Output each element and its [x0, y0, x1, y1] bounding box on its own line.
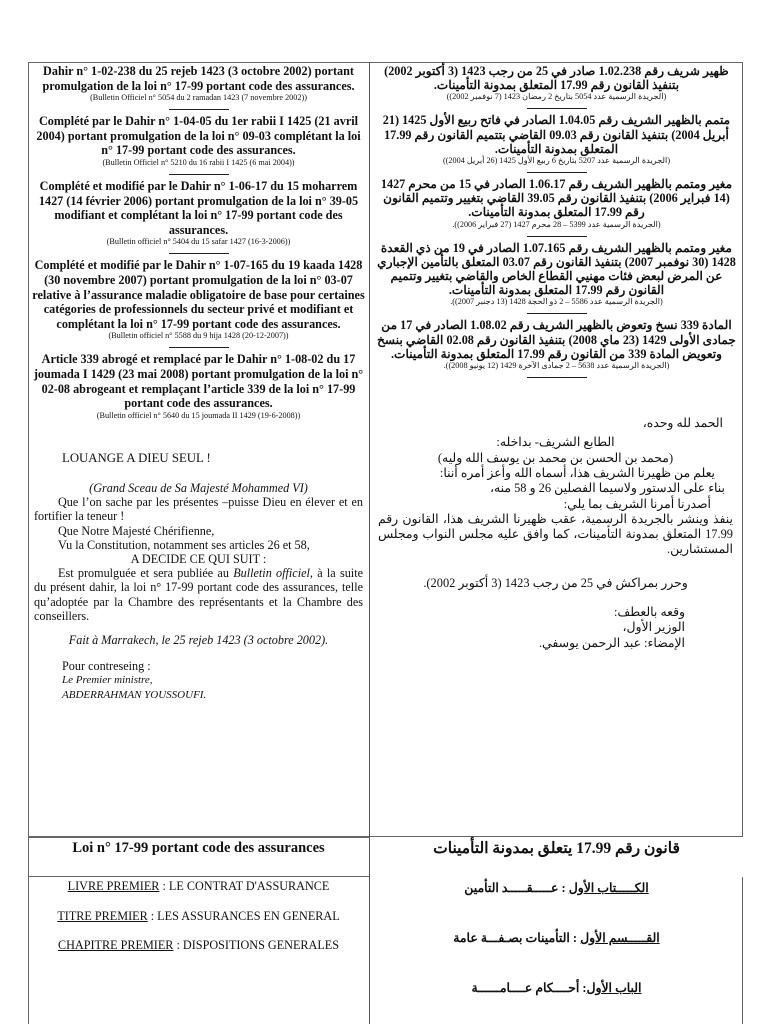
chapitre-heading: CHAPITRE PREMIER : DISPOSITIONS GENERALES: [57, 938, 340, 953]
ar-preamble-paragraph: يعلم من ظهيرنا الشريف هذا، أسماه الله وأعز أمره أننا:: [439, 465, 715, 480]
tabi-line: الطابع الشريف- بداخله:: [496, 435, 615, 450]
louange-line: LOUANGE A DIEU SEUL !: [62, 450, 211, 465]
dahir-title: Complété par le Dahir n° 1-04-05 du 1er rabii I 1425 (21 avril 2004) portant promulgation de la loi n° 09-03 complétant la loi n° 17-99 portant code des assurances.: [36, 114, 361, 158]
arabic-dahir-title: مغير ومتمم بالظهير الشريف رقم 1.06.17 الصادر في 15 من محرم 1427 (14 فبراير 2006) بتنفيذ القانون رقم 39.05 القاضي بتغيير وتتميم القانون رقم 17.99 المتعلق بمدونة التأمينات.: [380, 177, 733, 220]
bo-reference: (Bulletin officiel n° 5640 du 15 joumada II 1429 (19-6-2008)): [96, 410, 301, 420]
arabic-bo-reference: (الجريدة الرسمية عدد 5638 – 2 جمادى الآخرة 1429 (12 يونيو 2008)).: [443, 361, 670, 371]
fait-line: Fait à Marrakech, le 25 rejeb 1423 (3 octobre 2002).: [68, 632, 329, 647]
separator: [169, 109, 229, 110]
french-column: [28, 62, 369, 702]
french-sections: [28, 880, 369, 953]
separator: [527, 236, 587, 237]
dahir-block-5: [32, 352, 365, 420]
arabic-bo-reference: (الجريدة الرسمية عدد 5207 بتاريخ 6 ربيع الأول 1425 (26 أبريل 2004)): [442, 156, 671, 166]
promulgation-paragraph: Est promulguée et sera publiée au Bulletin officiel, à la suite du présent dahir, la loi n° 17-99 portant code des assurances, telle qu’adoptée par la Chambre des représentants et la Chambre des conseillers.: [34, 566, 363, 623]
ar-preamble-paragraph: أصدرنا أمرنا الشريف بما يلي:: [563, 496, 711, 511]
arabic-dahir-title: ظهير شريف رقم 1.02.238 صادر في 25 من رجب 1423 (3 أكتوبر 2002) بتنفيذ القانون رقم 17.99 المتعلق بمدونة التأمينات.: [384, 64, 729, 93]
hamd-line: الحمد لله وحده،: [642, 416, 723, 431]
dahir-title: Article 339 abrogé et remplacé par le Dahir n° 1-08-02 du 17 joumada I 1429 (23 mai 2008) portant promulgation de la loi n° 02-08 abrogeant et remplaçant l’article 339 de la loi n° 17-99 portant code des assurances.: [33, 352, 364, 411]
arabic-dahir-title: المادة 339 نسخ وتعوض بالظهير الشريف رقم 1.08.02 الصادر في 17 من جمادى الأولى 1429 (23 ماي 2008) بتنفيذ القانون رقم 02.08 القاضي بنسخ وتعويض المادة 339 من القانون رقم 17.99 المتعلق بمدونة التأمينات.: [377, 318, 736, 361]
law-title-ar: قانون رقم 17.99 يتعلق بمدونة التأمينات: [370, 837, 743, 877]
separator: [169, 347, 229, 348]
dahir-block-4: [32, 258, 365, 341]
french-preamble: [28, 451, 369, 702]
dahir-block-2: [32, 114, 365, 168]
premier-ministre: Le Premier ministre,: [62, 674, 153, 687]
arabic-dahir-block-1: [370, 64, 743, 102]
arabic-bo-reference: (الجريدة الرسمية عدد 5586 – 2 ذو الحجة 1428 (13 دجنبر 2007)).: [450, 297, 663, 307]
titre-heading: TITRE PREMIER : LES ASSURANCES EN GENERAL: [57, 908, 340, 923]
bo-reference: (Bulletin officiel n° 5404 du 15 safar 1427 (16-3-2006)): [106, 237, 291, 247]
bo-reference: (Bulletin officiel n° 5588 du 9 hija 1428 (20-12-2007)): [108, 331, 289, 341]
ar-waqa-line: وقعه بالعطف:: [613, 605, 685, 620]
arabic-dahir-block-3: [370, 177, 743, 230]
separator: [169, 174, 229, 175]
preamble-paragraph: Que l’on sache par les présentes –puisse Dieu en élever et en fortifier la teneur !: [34, 495, 363, 524]
arabic-sections: [370, 880, 743, 996]
dahir-block-1: [32, 64, 365, 103]
ar-qism-heading: القـــــسم الأول : التأمينات بصـفـــة عامة: [453, 931, 660, 945]
bo-reference: (Bulletin Officiel n° 5054 du 2 ramadan 1423 (7 novembre 2002)): [90, 93, 307, 103]
separator: [527, 313, 587, 314]
contreseing-line: Pour contreseing :: [62, 659, 151, 674]
preamble-paragraph: Vu la Constitution, notamment ses articles 26 et 58,: [58, 537, 310, 552]
dahir-title: Complété et modifié par le Dahir n° 1-07-165 du 19 kaada 1428 (30 novembre 2007) portant promulgation de la loi n° 03-07 relative à l’assurance maladie obligatoire de base pour certaines catégories de professionnels du secteur privé et modifiant et complétant la loi n° 17-99 portant code des assurances.: [32, 258, 365, 331]
arabic-dahir-block-4: [370, 241, 743, 308]
page: [28, 62, 743, 1024]
dahir-title: Complété et modifié par le Dahir n° 1-06-17 du 15 moharrem 1427 (14 février 2006) portant promulgation de la loi n° 39-05 modifiant et complétant la loi n° 17-99 portant code des assurances.: [38, 178, 359, 237]
arabic-dahir-block-2: [370, 113, 743, 166]
ar-date-line: وحرر بمراكش في 25 من رجب 1423 (3 أكتوبر 2002).: [423, 575, 688, 590]
separator: [527, 172, 587, 173]
arabic-dahir-title: متمم بالظهير الشريف رقم 1.04.05 الصادر في فاتح ربيع الأول 1425 (21 أبريل 2004) بتنفيذ القانون رقم 09.03 القاضي بتتميم القانون رقم 17.99 المتعلق بمدونة التأمينات.: [382, 113, 731, 156]
arabic-preamble: [370, 416, 743, 651]
separator: [169, 253, 229, 254]
ar-bab-heading: الباب الأول: أحــــكام عــــامــــــة: [471, 981, 642, 995]
sceau-line: (Grand Sceau de Sa Majesté Mohammed VI): [89, 480, 308, 495]
decide-line: A DECIDE CE QUI SUIT :: [130, 551, 267, 566]
dahir-block-3: [32, 179, 365, 247]
separator: [527, 108, 587, 109]
arabic-bo-reference: (الجريدة الرسمية عدد 5399 – 28 محرم 1427 (27 فبراير 2006)).: [452, 219, 661, 229]
arabic-bo-reference: (الجريدة الرسمية عدد 5054 بتاريخ 2 رمضان 1423 (7 نوفمبر 2002)): [446, 92, 667, 102]
preamble-paragraph: Que Notre Majesté Chérifienne,: [58, 523, 215, 538]
dahir-title: Dahir n° 1-02-238 du 25 rejeb 1423 (3 octobre 2002) portant promulgation de la loi n° 17-99 portant code des assurances.: [42, 64, 355, 93]
ar-kitab-heading: الكـــــتاب الأول : عـــــقـــــد التأمين: [464, 881, 649, 895]
separator: [527, 377, 587, 378]
bo-reference: (Bulletin Officiel n° 5210 du 16 rabii I 1425 (6 mai 2004)): [102, 157, 295, 167]
ar-imda-line: الإمضاء: عبد الرحمن يوسفي.: [538, 635, 685, 650]
livre-heading: LIVRE PREMIER : LE CONTRAT D'ASSURANCE: [67, 879, 330, 893]
ar-preamble-paragraph: بناء على الدستور ولاسيما الفصلين 26 و 58 منه،: [489, 481, 725, 496]
arabic-column: [370, 62, 743, 651]
arabic-dahir-block-5: [370, 318, 743, 371]
signatory-name: ABDERRAHMAN YOUSSOUFI.: [62, 688, 207, 701]
king-name: (محمد بن الحسن بن محمد بن يوسف الله وليه): [437, 450, 674, 465]
arabic-dahir-title: مغير ومتمم بالظهير الشريف رقم 1.07.165 الصادر في 19 من ذي القعدة 1428 (30 نوفمبر 2007) بتنفيذ القانون رقم 03.07 المتعلق بالتأمين الإجباري عن المرض لبعض فئات مهنيي القطاع الخاص والقاضي بتغيير وتتميم القانون رقم 17.99 المتعلق بمدونة التأمينات.: [377, 240, 736, 298]
ar-promulgation-paragraph: ينفذ وينشر بالجريدة الرسمية، عقب ظهيرنا الشريف هذا، القانون رقم 17.99 المتعلق بمدونة التأمينات، كما وافق عليه مجلس النواب ومجلس المستشارين.: [378, 511, 733, 557]
ar-wazir-line: الوزير الأول،: [622, 620, 685, 635]
law-title-fr: Loi n° 17-99 portant code des assurances: [72, 840, 325, 856]
